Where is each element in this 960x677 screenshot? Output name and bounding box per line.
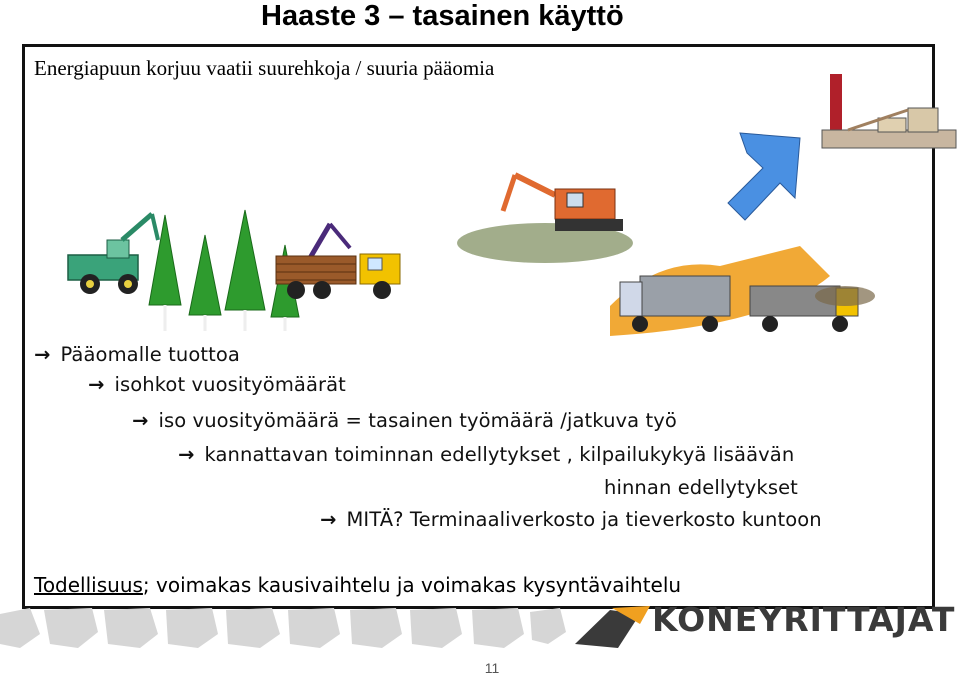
arrow-icon: → — [320, 508, 337, 531]
footer-gear-pattern — [0, 604, 660, 652]
arrow-icon: → — [34, 343, 51, 366]
blue-arrow-icon — [725, 128, 805, 223]
chipper-trucks-illustration — [600, 236, 880, 346]
bullet-level-0: → Pääomalle tuottoa — [34, 343, 240, 366]
reality-statement: Todellisuus; voimakas kausivaihtelu ja voimakas kysyntävaihtelu — [34, 573, 682, 597]
bullet-level-1: → isohkot vuosityömäärät — [88, 373, 346, 396]
arrow-icon: → — [178, 443, 195, 466]
bullet-level-3: → kannattavan toiminnan edellytykset , kilpailukykyä lisäävän — [178, 443, 795, 466]
timber-truck-illustration — [270, 218, 410, 303]
bullet-continuation: hinnan edellytykset — [604, 476, 798, 499]
page-number: 11 — [484, 660, 500, 676]
power-plant-illustration — [818, 70, 960, 152]
bullet-level-2: → iso vuosityömäärä = tasainen työmäärä /jatkuva työ — [132, 409, 677, 432]
arrow-icon: → — [88, 373, 105, 396]
reality-label: Todellisuus — [34, 573, 143, 597]
subtitle: Energiapuun korjuu vaatii suurehkoja / suuria pääomia — [34, 56, 495, 80]
bullet-level-3-mita: → MITÄ? Terminaaliverkosto ja tieverkosto kuntoon — [320, 508, 822, 531]
koneyrittajat-logo: KONEYRITTAJAT — [652, 600, 956, 639]
arrow-icon: → — [132, 409, 149, 432]
